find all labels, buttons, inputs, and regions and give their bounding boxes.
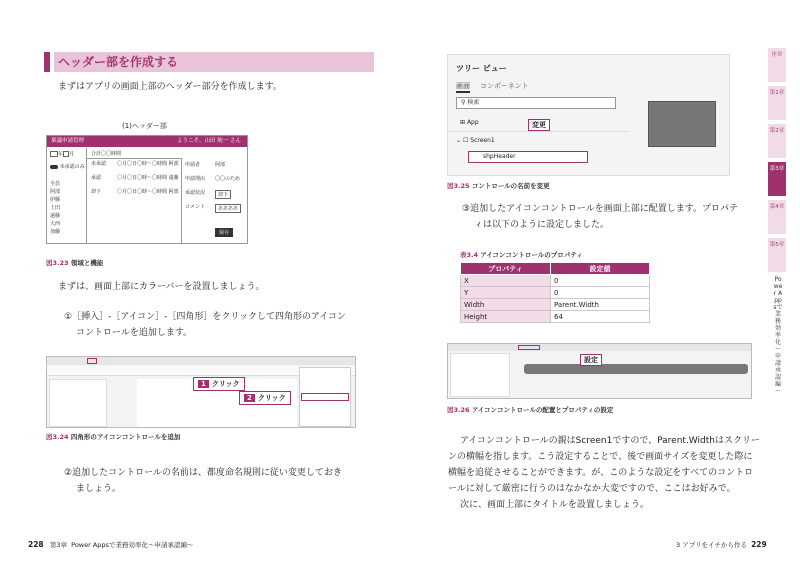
mock-person-item: 大西 xyxy=(50,221,61,227)
caption-3-24: 図3.24 四角形のアイコンコントロールを追加 xyxy=(46,433,181,441)
table-header-property: プロパティ xyxy=(461,263,551,275)
chevron-down-icon: ⌄ xyxy=(456,137,462,144)
tree-divider xyxy=(448,131,628,132)
property-table xyxy=(460,262,650,323)
table-header-value: 設定値 xyxy=(551,263,650,275)
mock-month-picker: 年 月 xyxy=(50,151,74,158)
tab-component[interactable]: コンポーネント xyxy=(480,82,529,90)
rectangle-shape-preview xyxy=(648,101,716,147)
caption-3-23: 図3.23 領域と機能 xyxy=(46,259,104,267)
set-callout: 設定 xyxy=(580,354,602,366)
chapter-tab: 第2章 xyxy=(768,124,786,158)
para-line-c: 横幅を追従させることができます。が、このような設定をすべてのコントロ xyxy=(448,468,754,478)
paragraph-colorbar: まずは、画面上部にカラーバーを設置しましょう。 xyxy=(58,282,265,292)
property-row xyxy=(461,311,650,323)
chapter-tab: 第5章 xyxy=(768,238,786,272)
heading-accent-bar xyxy=(44,52,50,72)
click-callout-2: 2 クリック xyxy=(239,391,291,405)
mock-row-text: 〇月〇日〇時～〇時間 遠藤 xyxy=(117,175,179,181)
mock-detail-value: ああああ xyxy=(215,204,241,213)
app-mock-figure xyxy=(46,135,248,244)
formula-bar-mini xyxy=(448,344,751,351)
mock-detail-key: 申請者 xyxy=(185,162,201,168)
tab-screen[interactable]: 画面 xyxy=(456,81,470,93)
para-line-b: ンの横幅を指します。こう設定することで、後で画面サイズを変更した際に xyxy=(448,452,753,462)
step-1-line1: ①［挿入］-［アイコン］-［四角形］をクリックして四角形のアイコン xyxy=(64,312,346,322)
chapter-tab: 第4章 xyxy=(768,200,786,234)
rectangle-menu-item xyxy=(301,393,349,401)
property-value-cell: 0 xyxy=(551,287,650,299)
para-line-d: ールに対して厳密に行うのはなかなか大変ですので、ここはお好みで。 xyxy=(448,484,736,494)
tree-search-input[interactable]: ⚲ 検索 xyxy=(456,97,616,109)
caption-3-25: 図3.25 コントロールの名前を変更 xyxy=(447,182,550,190)
step-3-line1: ③追加したアイコンコントロールを画面上部に配置します。プロパテ xyxy=(462,204,739,214)
para-line-a: アイコンコントロールの親はScreen1ですので、Parent.Widthはスクリー xyxy=(460,436,760,446)
insert-icon-screenshot xyxy=(46,356,356,428)
mock-detail-key: 申請理由 xyxy=(185,176,206,182)
tree-pane-mini xyxy=(49,379,107,427)
step-1-line2: コントロールを追加します。 xyxy=(76,328,193,338)
property-row xyxy=(461,287,650,299)
para-line-e: 次に、画面上部にタイトルを設置しましょう。 xyxy=(460,500,649,510)
right-page-number: 229 xyxy=(751,540,767,549)
mock-person-item: 上田 xyxy=(50,205,61,211)
property-name-cell: X xyxy=(461,275,551,287)
tree-item-screen1[interactable]: ⌄ ☐ Screen1 xyxy=(456,137,495,144)
mock-pending-toggle: 未承認のみ xyxy=(50,164,86,170)
mock-header-bar xyxy=(47,136,247,147)
vertical-book-title: Power Appsで業務効率化～申請承認編～ xyxy=(773,276,783,395)
mock-total: 合計〇〇時間 xyxy=(91,151,122,157)
mock-save-button: 保存 xyxy=(215,228,233,237)
mock-person-item: 遠藤 xyxy=(50,213,61,219)
mock-row-text: 〇月〇日〇時～〇時間 阿部 xyxy=(117,189,179,195)
search-icon: ⚲ xyxy=(461,99,466,106)
mock-detail-value: 却下 xyxy=(215,190,231,199)
mock-detail-value: 阿部 xyxy=(215,162,226,168)
mock-row-status: 承認 xyxy=(91,175,102,181)
mock-detail-key: 承認状況 xyxy=(185,190,206,196)
mock-row-status: 未承認 xyxy=(91,161,107,167)
mock-person-item: 加藤 xyxy=(50,229,61,235)
tree-view-screenshot xyxy=(447,54,730,176)
mock-greeting: ようこそ、山田 純一 さん xyxy=(177,138,241,144)
mock-row-text: 〇月〇日〇時～〇時間 阿部 xyxy=(117,161,179,167)
intro-text: まずはアプリの画面上部のヘッダー部分を作成します。 xyxy=(58,82,282,92)
section-heading: ヘッダー部を作成する xyxy=(54,52,374,72)
property-name-cell: Width xyxy=(461,299,551,311)
header-bar-preview xyxy=(524,364,748,374)
mock-left-pane xyxy=(47,148,87,244)
rename-callout: 変更 xyxy=(528,119,550,131)
mock-person-item: 阿部 xyxy=(50,189,61,195)
caption-3-26: 図3.26 アイコンコントロールの配置とプロパティの設定 xyxy=(447,406,614,414)
figure-label: (1)ヘッダー部 xyxy=(122,122,167,130)
table-caption: 表3.4 アイコンコントロールのプロパティ xyxy=(460,251,583,259)
tree-view-title: ツリー ビュー xyxy=(456,64,507,73)
chapter-tab: 第3章 xyxy=(768,162,786,196)
mock-divider xyxy=(87,158,181,159)
property-row xyxy=(461,275,650,287)
step-3-line2: ィは以下のように設定しました。 xyxy=(474,220,610,230)
chapter-tab: 第1章 xyxy=(768,86,786,120)
mock-row-status: 却下 xyxy=(91,189,102,195)
property-setting-screenshot xyxy=(447,343,752,399)
click-callout-1: 1 クリック xyxy=(193,377,245,391)
mock-column-divider xyxy=(181,158,182,244)
mock-person-item: 全員 xyxy=(50,181,61,187)
property-name-cell: Height xyxy=(461,311,551,323)
property-value-cell: 0 xyxy=(551,275,650,287)
right-footer: 3 アプリをイチから作る 229 xyxy=(676,540,767,549)
step-2-line1: ②追加したコントロールの名前は、都度命名規則に従い変更しておき xyxy=(64,468,342,478)
left-page-number: 228 xyxy=(28,540,44,549)
tree-item-app[interactable]: ⊞ App xyxy=(460,119,479,126)
property-name-cell: Y xyxy=(461,287,551,299)
mock-person-item: 伊藤 xyxy=(50,197,61,203)
tree-pane-mini-2 xyxy=(450,353,510,397)
mock-people-list xyxy=(50,180,86,236)
screen-icon: ☐ xyxy=(462,137,469,144)
left-footer: 228 第3章 Power Appsで業務効率化～申請承認編～ xyxy=(28,540,194,549)
property-value-cell: 64 xyxy=(551,311,650,323)
app-icon: ⊞ xyxy=(460,119,466,126)
step-2-line2: ましょう。 xyxy=(76,484,122,494)
mock-detail-value: 〇〇のため xyxy=(215,176,241,182)
property-row xyxy=(461,299,650,311)
property-value-cell: Parent.Width xyxy=(551,299,650,311)
mock-app-title: 稟議申請管理 xyxy=(51,138,85,144)
chapter-tab: 序章 xyxy=(768,48,786,82)
insert-tab-highlight xyxy=(87,358,97,364)
rename-input[interactable]: shpHeader xyxy=(468,151,588,163)
mock-detail-key: コメント xyxy=(185,204,206,210)
formula-highlight xyxy=(518,345,540,350)
